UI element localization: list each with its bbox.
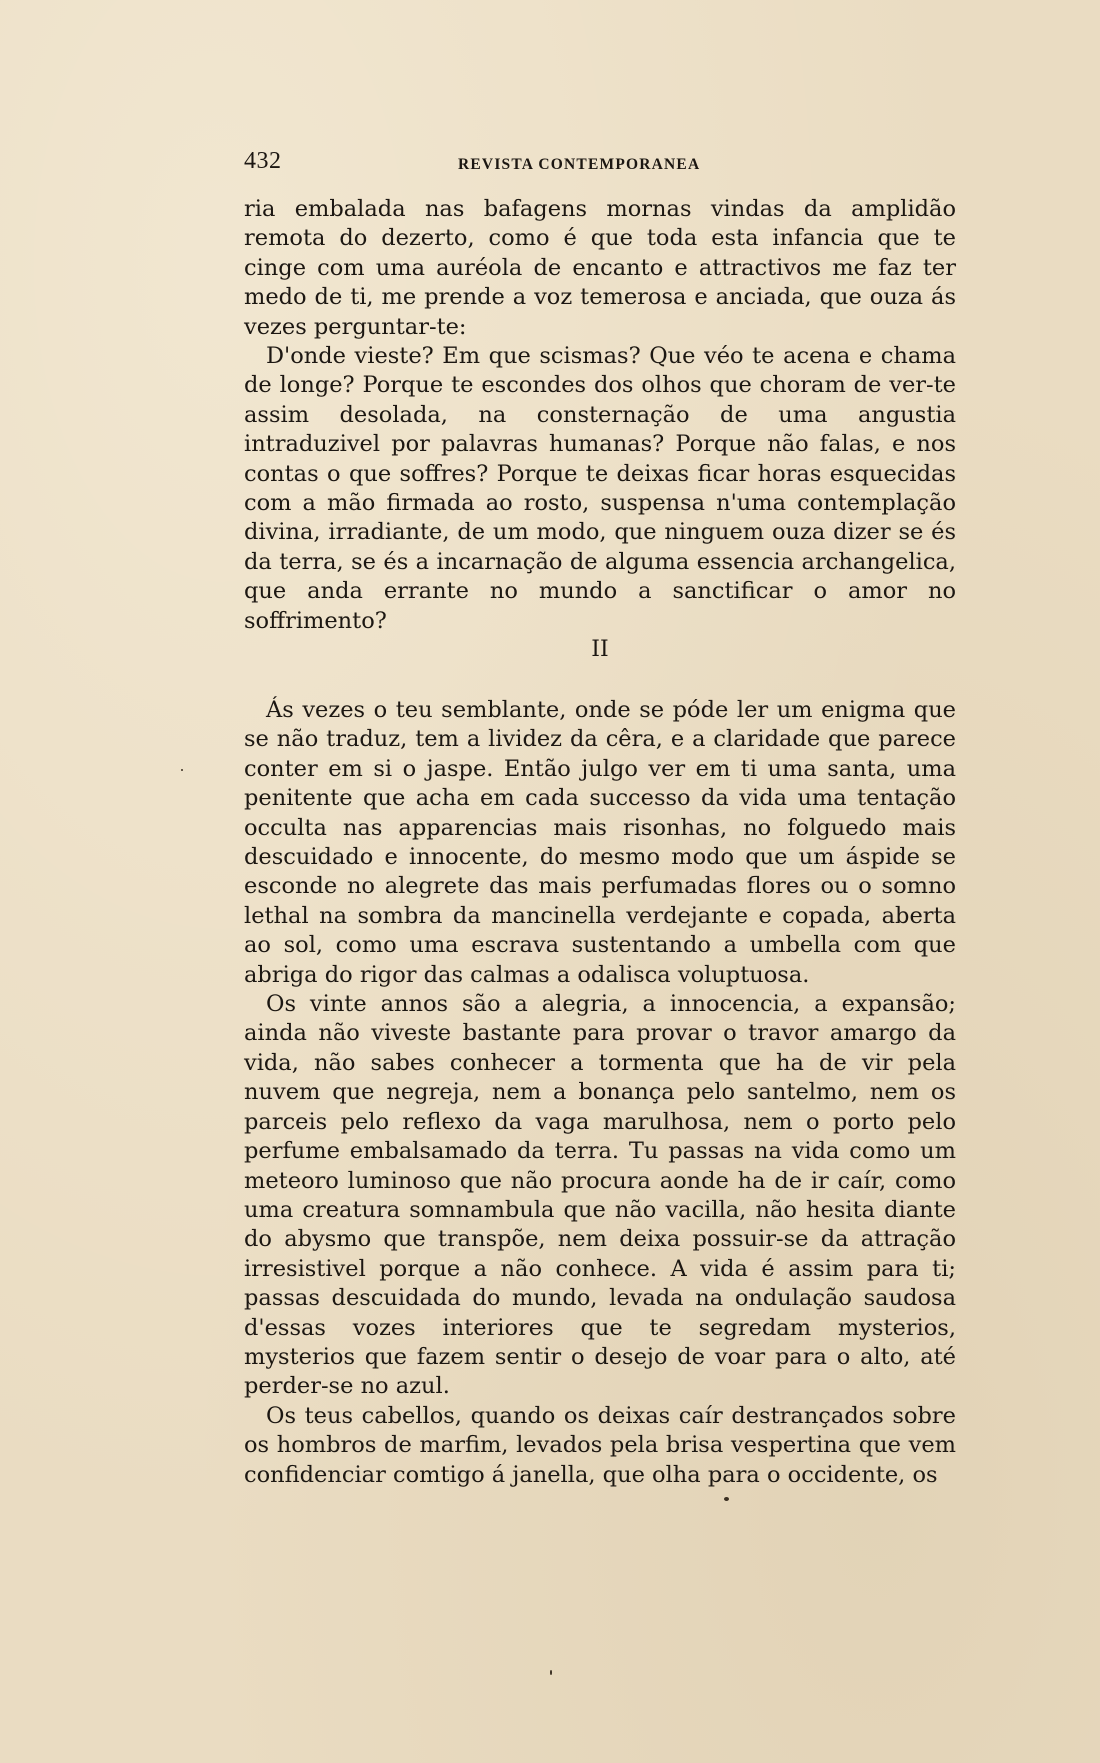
running-head: REVISTA CONTEMPORANEA bbox=[458, 156, 701, 173]
paragraph-semblante: Ás vezes o teu semblante, onde se póde ler um enigma que se não traduz, tem a lividez da cêra, e a claridade que parece conter em si o jaspe. Então julgo ver em ti uma santa, uma penitente que acha em cada successo da vida uma tentação occulta nas apparencias mais risonhas, no folguedo mais descuidado e innocente, do mesmo modo que um áspide se esconde no alegrete das mais perfumadas flores ou o somno lethal na sombra da mancinella verdejante e copada, aberta ao sol, como uma escrava sustentando a umbella com que abriga do rigor das calmas a odalisca voluptuosa. bbox=[244, 697, 956, 988]
paragraph-vinte-annos: Os vinte annos são a alegria, a innocencia, a expansão; ainda não viveste bastante para provar o travor amargo da vida, não sabes conhecer a tormenta que ha de vir pela nuvem que negreja, nem a bonança pelo santelmo, nem os parceis pelo reflexo da vaga marulhosa, nem o porto pelo perfume embalsamado da terra. Tu passas na vida como um meteoro luminoso que não procura aonde ha de ir caír, como uma creatura somnambula que não vacilla, não hesita diante do abysmo que transpõe, nem deixa possuir-se da attração irresistivel porque a não conhece. A vida é assim para ti; passas descuidada do mundo, levada na ondulação saudosa d'essas vozes interiores que te segredam mysterios, mysterios que fazem sentir o desejo de voar para o alto, até perder-se no azul. bbox=[244, 991, 956, 1400]
ink-speck bbox=[724, 1497, 729, 1501]
page-number: 432 bbox=[244, 148, 282, 174]
section-heading: II bbox=[591, 637, 609, 662]
paragraph-cabellos: Os teus cabellos, quando os deixas caír destrançados sobre os hombros de marfim, levados pela brisa vespertina que vem confidenciar comtigo á janella, que olha para o occidente, os bbox=[244, 1402, 956, 1488]
page-header bbox=[244, 148, 954, 178]
paragraph-continuation: ria embalada nas bafagens mornas vindas da amplidão remota do dezerto, como é que toda esta infancia que te cinge com uma auréola de encanto e attractivos me faz ter medo de ti, me prende a voz temerosa e anciada, que ouza ás vezes perguntar-te: bbox=[244, 196, 956, 340]
ink-speck bbox=[550, 1670, 552, 1675]
text-block-section-ii bbox=[244, 696, 956, 1490]
ink-speck bbox=[181, 769, 183, 771]
paragraph-questions: D'onde vieste? Em que scismas? Que véo te acena e chama de longe? Porque te escondes dos olhos que choram de ver-te assim desolada, na consternação de uma angustia intraduzivel por palavras humanas? Porque não falas, e nos contas o que soffres? Porque te deixas ficar horas esquecidas com a mão firmada ao rosto, suspensa n'uma contemplação divina, irradiante, de um modo, que ninguem ouza dizer se és da terra, se és a incarnação de alguma essencia archangelica, que anda errante no mundo a sanctificar o amor no soffrimento? bbox=[244, 343, 956, 634]
text-block-before-section bbox=[244, 195, 956, 636]
